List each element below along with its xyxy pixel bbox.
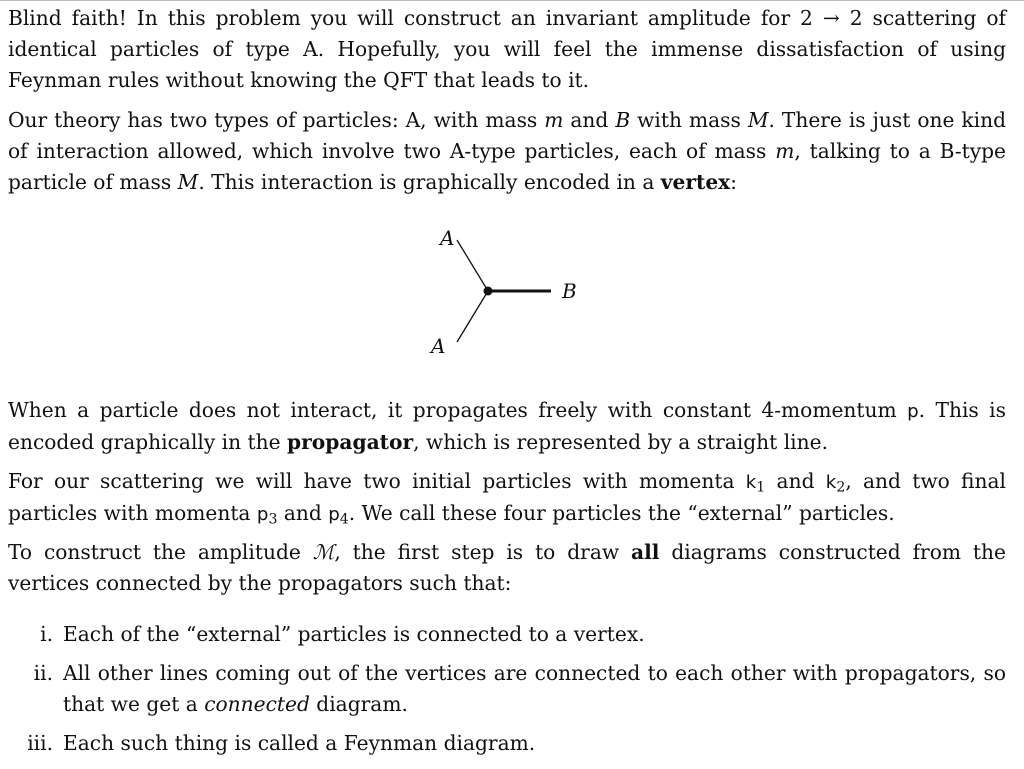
list-item-iii bbox=[8, 728, 1006, 759]
bold-term-vertex: vertex bbox=[660, 170, 731, 194]
theory-paragraph bbox=[8, 105, 1006, 198]
text-run: and bbox=[277, 501, 329, 525]
top-border bbox=[0, 0, 1024, 1]
math-momentum-k: k bbox=[745, 472, 757, 493]
scattering-paragraph bbox=[8, 466, 1006, 530]
list-number: iii. bbox=[27, 731, 53, 755]
text-run: diagrams constructed from the vertices connected by the propagators such that: bbox=[8, 540, 1006, 595]
math-mass-m: m bbox=[544, 108, 564, 132]
text-run: . There is just one kind of interaction allowed, which involve two A-type particles, each of mass bbox=[8, 108, 1007, 163]
vertex-dot bbox=[484, 287, 493, 296]
math-mass-m: m bbox=[775, 139, 795, 163]
text-run: When a particle does not interact, it propagates freely with constant 4-momentum bbox=[8, 398, 908, 422]
list-number: ii. bbox=[33, 661, 53, 685]
math-momentum-k: k bbox=[825, 472, 837, 493]
label-a-top: A bbox=[440, 226, 455, 250]
text-run: , talking to a B-type particle of mass bbox=[8, 139, 1007, 194]
text-run: and bbox=[563, 108, 616, 132]
text-run: . This is encoded graphically in the bbox=[8, 398, 1006, 454]
text-run: . This interaction is graphically encoded in a bbox=[198, 170, 661, 194]
list-text: Each such thing is called a Feynman diagram. bbox=[63, 731, 536, 755]
subscript: 4 bbox=[339, 511, 349, 528]
text-run: , the first step is to draw bbox=[334, 540, 632, 564]
label-a-bottom: A bbox=[431, 334, 446, 358]
list-text bbox=[63, 658, 1006, 720]
text-run: To construct the amplitude bbox=[8, 540, 313, 564]
propagator-paragraph bbox=[8, 395, 1006, 458]
math-mass-M: M bbox=[177, 170, 199, 194]
subscript: 3 bbox=[268, 511, 278, 528]
math-momentum-p: p bbox=[907, 401, 919, 422]
intro-paragraph: Blind faith! In this problem you will construct an invariant amplitude for 2 → 2 scattering of identical particles of type A. Hopefully, you will feel the immense dissatisfaction of using Feynman rules without knowing the QFT that leads to it. bbox=[8, 6, 1006, 92]
math-amplitude: ℳ bbox=[312, 540, 335, 564]
amplitude-paragraph bbox=[8, 537, 1006, 599]
line-a-bottom bbox=[457, 291, 488, 342]
label-b: B bbox=[562, 279, 577, 303]
text-run: diagram. bbox=[309, 692, 408, 716]
math-momentum-p: p bbox=[256, 504, 269, 525]
line-a-top bbox=[457, 240, 488, 291]
list-number: i. bbox=[40, 622, 53, 646]
math-particle-b: B bbox=[615, 108, 631, 132]
list-text: Each of the “external” particles is connected to a vertex. bbox=[63, 622, 645, 646]
text-run: , and two final particles with momenta bbox=[8, 469, 1006, 525]
text-run: : bbox=[730, 170, 738, 194]
subscript: 2 bbox=[836, 479, 846, 496]
list-item-ii bbox=[8, 658, 1006, 720]
text-run: with mass bbox=[630, 108, 748, 132]
subscript: 1 bbox=[756, 479, 766, 496]
text-run: and bbox=[765, 469, 826, 493]
vertex-diagram bbox=[420, 215, 590, 370]
bold-term-propagator: propagator bbox=[287, 430, 414, 454]
text-run: All other lines coming out of the vertices are connected to each other with propagators, so that we get a bbox=[63, 661, 1006, 716]
math-momentum-p: p bbox=[328, 504, 340, 525]
text-run: Our theory has two types of particles: A, with mass bbox=[8, 108, 545, 132]
text-run: , which is represented by a straight line. bbox=[413, 430, 828, 454]
math-mass-M: M bbox=[747, 108, 769, 132]
text-run: For our scattering we will have two initial particles with momenta bbox=[8, 469, 746, 493]
list-item-i bbox=[8, 619, 1006, 650]
italic-term-connected: connected bbox=[204, 692, 310, 716]
bold-term-all: all bbox=[631, 540, 660, 564]
text-run: . We call these four particles the “external” particles. bbox=[348, 501, 895, 525]
